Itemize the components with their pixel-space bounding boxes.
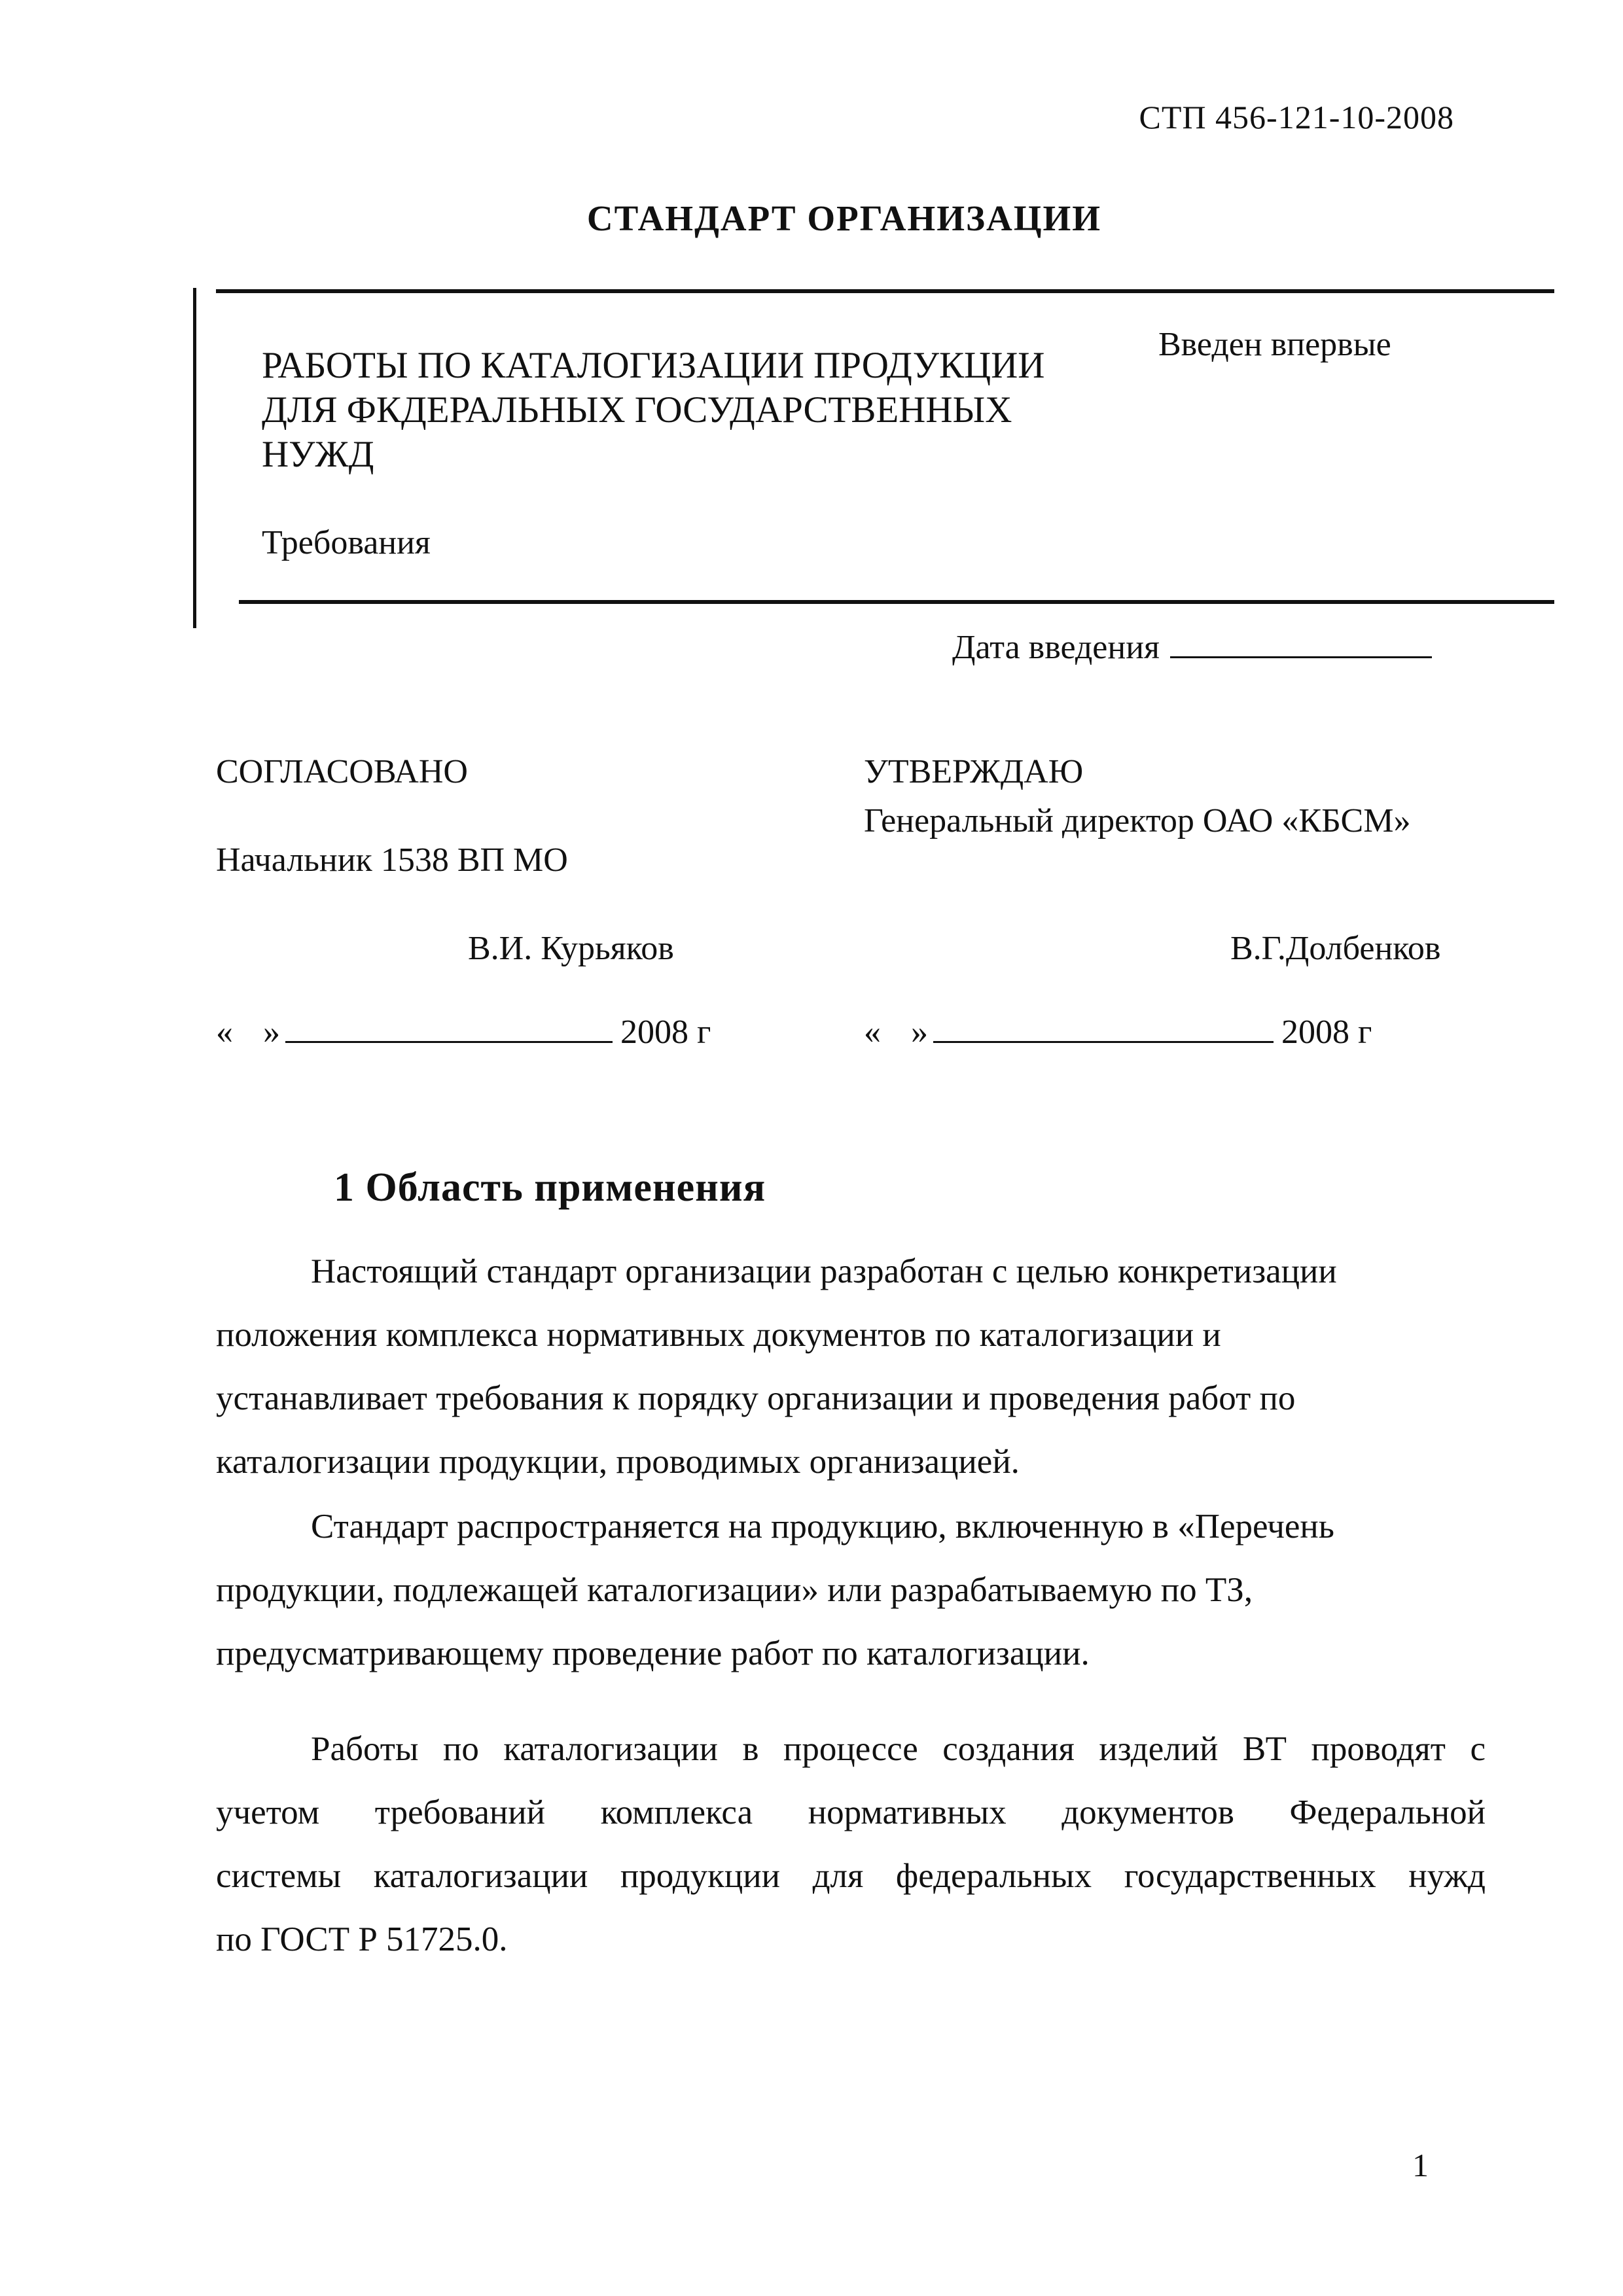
paragraph-line: устанавливает требования к порядку организации и проведения работ по [216,1379,1296,1417]
paragraph-line: Стандарт распространяется на продукцию, включенную в «Перечень [311,1508,1334,1545]
agreed-signatory-name: В.И. Курьяков [468,930,674,967]
first-introduced-note: Введен впервые [1158,326,1391,363]
approved-position: Генеральный директор ОАО «КБСМ» [864,802,1411,839]
quote-open: « [864,1014,881,1051]
month-blank [285,1015,613,1043]
page-number: 1 [1412,2147,1429,2183]
title-block-top-rule [216,289,1554,293]
paragraph-line: по ГОСТ Р 51725.0. [216,1920,508,1958]
paragraph-1 [216,1240,1486,1494]
approved-year: 2008 г [1281,1014,1372,1051]
title-block-left-bar [193,288,196,628]
section-heading: 1 Область применения [334,1165,766,1210]
intro-date [952,628,1432,667]
standard-title: СТАНДАРТ ОРГАНИЗАЦИИ [586,198,1102,238]
intro-date-label: Дата введения [952,629,1160,666]
paragraph-2 [216,1495,1486,1686]
month-blank [933,1015,1274,1043]
paragraph-line: Работы по каталогизации в процессе создания изделий ВТ проводят с [311,1730,1486,1768]
paragraph-line: продукции, подлежащей каталогизации» или разрабатываемую по ТЗ, [216,1571,1253,1609]
document-code: СТП 456-121-10-2008 [1139,99,1454,135]
agreed-year: 2008 г [620,1014,711,1051]
paragraph-line: положения комплекса нормативных документов по каталогизации и [216,1316,1221,1354]
document-title: РАБОТЫ ПО КАТАЛОГИЗАЦИИ ПРОДУКЦИИ ДЛЯ ФКДЕРАЛЬНЫХ ГОСУДАРСТВЕННЫХ НУЖД [262,345,1045,475]
approved-date [864,1013,1372,1051]
paragraph-3 [216,1718,1486,1971]
paragraph-line: предусматривающему проведение работ по каталогизации. [216,1634,1090,1672]
approved-heading: УТВЕРЖДАЮ [864,753,1084,790]
quote-open: « [216,1014,233,1051]
quote-close: » [263,1014,280,1051]
agreed-heading: СОГЛАСОВАНО [216,753,468,790]
paragraph-line: учетом требований комплекса нормативных документов Федеральной [216,1793,1486,1831]
intro-date-blank [1170,630,1432,658]
paragraph-line: системы каталогизации продукции для федеральных государственных нужд [216,1857,1486,1895]
paragraph-line: каталогизации продукции, проводимых организацией. [216,1443,1020,1481]
agreed-position: Начальник 1538 ВП МО [216,841,568,879]
approved-signatory-name: В.Г.Долбенков [1230,930,1441,967]
quote-close: » [911,1014,928,1051]
agreed-date [216,1013,711,1051]
paragraph-line: Настоящий стандарт организации разработан с целью конкретизации [311,1252,1337,1290]
document-subtitle: Требования [262,524,431,561]
title-block-bottom-rule [239,600,1554,604]
